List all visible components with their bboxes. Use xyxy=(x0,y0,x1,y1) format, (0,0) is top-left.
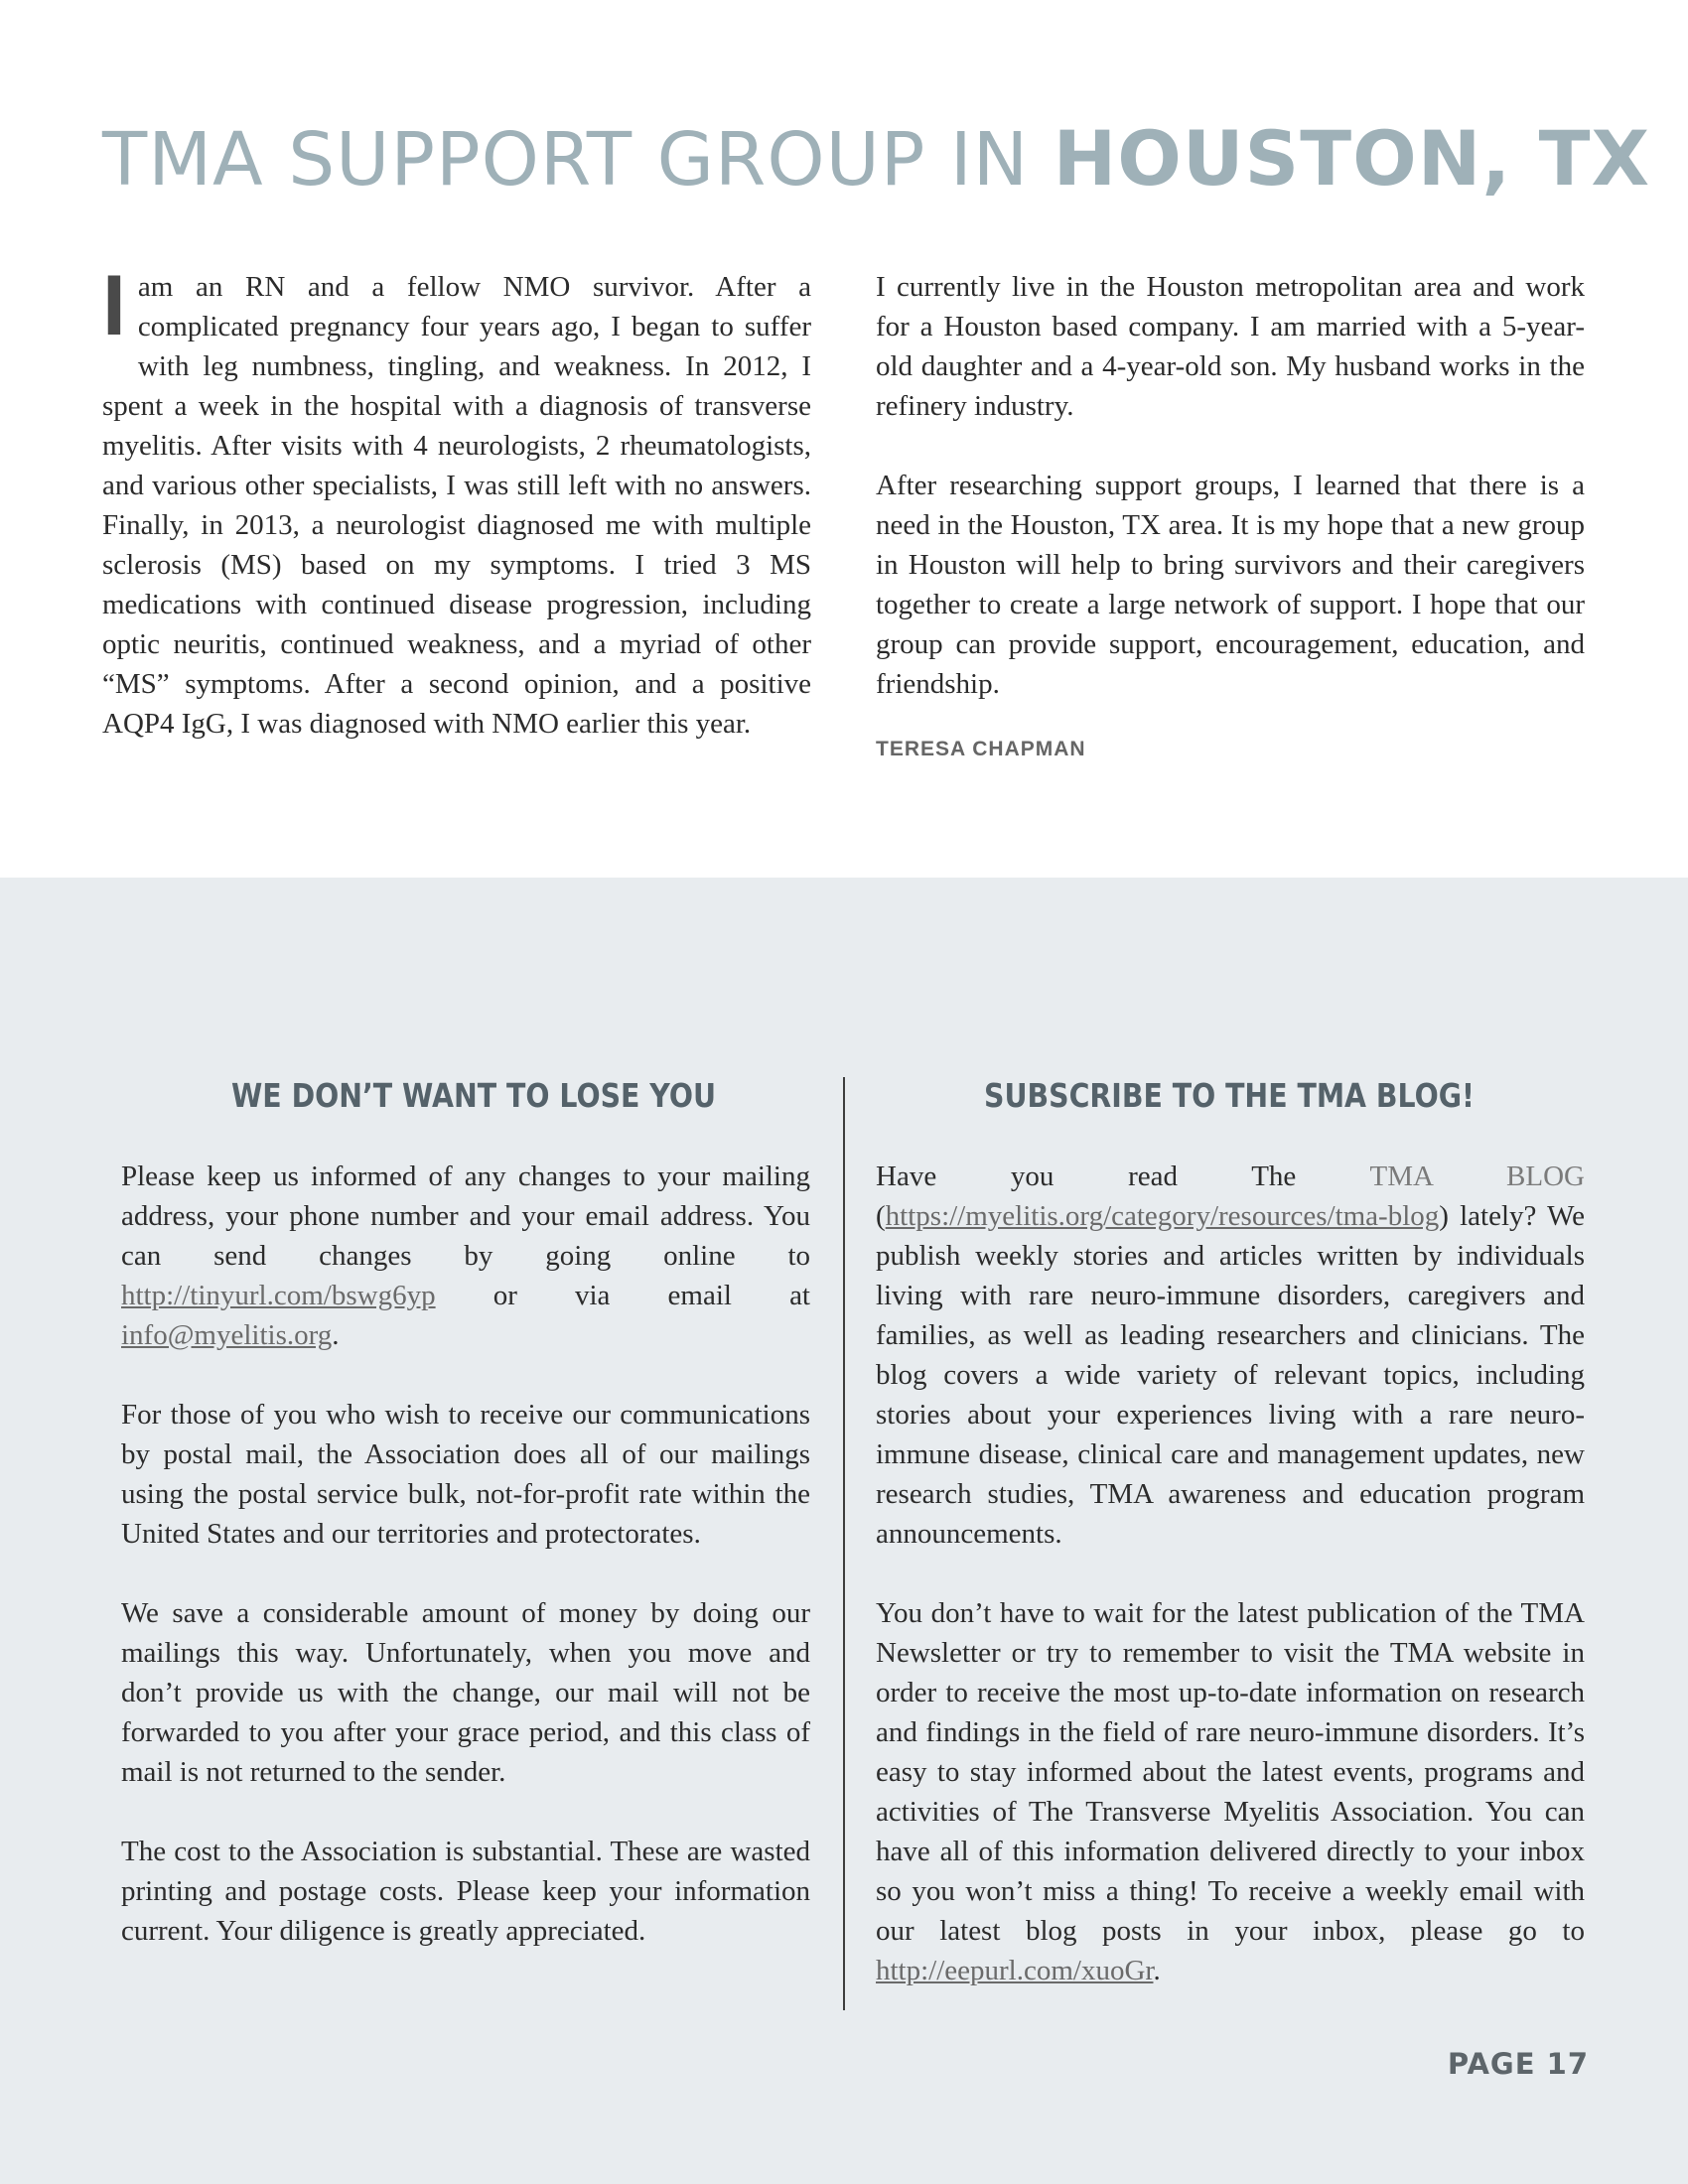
subscribe-paragraph-1 xyxy=(876,1157,1585,1554)
subscribe-section xyxy=(876,1157,1585,1990)
page-title xyxy=(102,111,1651,207)
tma-blog-name: TMA BLOG xyxy=(1369,1160,1586,1192)
author-signature: TERESA CHAPMAN xyxy=(876,738,1086,760)
subscribe-p1-text: Have you read The xyxy=(876,1160,1370,1192)
eepurl-link[interactable]: http://eepurl.com/xuoGr xyxy=(876,1955,1154,1986)
subscribe-p2-text: You don’t have to wait for the latest publication of the TMA Newsletter or try to remember to visit the TMA website in order to receive the most up-to-date information on research and findings in the field of rare neuro-immune disorders. It’s easy to stay informed about the latest events, programs and activities of The Transverse Myelitis Association. You can have all of this information delivered directly to your inbox so you won’t miss a thing! To receive a weekly email with our latest blog posts in your inbox, please go to xyxy=(876,1597,1585,1947)
article-paragraph-1 xyxy=(102,258,811,744)
page-number: PAGE 17 xyxy=(1447,2047,1589,2081)
subscribe-p2-end: . xyxy=(1153,1955,1161,1986)
lose-you-paragraph-1 xyxy=(121,1157,810,1355)
subscribe-p1-open: ( xyxy=(876,1200,886,1232)
blog-link[interactable]: https://myelitis.org/category/resources/tma-blog xyxy=(885,1200,1440,1232)
subscribe-p1-end: ) lately? We publish weekly stories and articles written by individuals living with rare neuro-immune disorders, caregivers and families, as well as leading researchers and clinicians. The blog covers a wide variety of relevant topics, including stories about your experiences living with a rare neuro-immune disease, clinical care and management updates, new research studies, TMA awareness and education program announcements. xyxy=(876,1200,1585,1550)
column-divider xyxy=(843,1077,845,2010)
lose-you-section xyxy=(121,1157,810,1951)
article-paragraph-3: After researching support groups, I learned that there is a need in the Houston, TX area. It is my hope that a new group in Houston will help to bring survivors and their caregivers together to create a large network of support. I hope that our group can provide support, encouragement, education, and friendship. xyxy=(876,470,1585,700)
lose-you-p1-end: . xyxy=(332,1319,340,1351)
subscribe-heading: SUBSCRIBE TO THE TMA BLOG! xyxy=(984,1076,1475,1115)
drop-cap: I xyxy=(102,258,126,353)
subscribe-paragraph-2 xyxy=(876,1593,1585,1990)
article-paragraph-2: I currently live in the Houston metropolitan area and work for a Houston based company. I am married with a 5-year-old daughter and a 4-year-old son. My husband works in the refinery industry. xyxy=(876,271,1585,422)
lose-you-heading: WE DON’T WANT TO LOSE YOU xyxy=(231,1076,716,1115)
tinyurl-link[interactable]: http://tinyurl.com/bswg6yp xyxy=(121,1280,436,1311)
article-paragraph-1-text: am an RN and a fellow NMO survivor. After a complicated pregnancy four years ago, I began to suffer with leg numbness, tingling, and weakness. In 2012, I spent a week in the hospital with a diagnosis of transverse myelitis. After visits with 4 neurologists, 2 rheumatologists, and various other specialists, I was still left with no answers. Finally, in 2013, a neurologist diagnosed me with multiple sclerosis (MS) based on my symptoms. I tried 3 MS medications with continued disease progression, including optic neuritis, continued weakness, and a myriad of other “MS” symptoms. After a second opinion, and a positive AQP4 IgG, I was diagnosed with NMO earlier this year. xyxy=(102,271,811,740)
lose-you-paragraph-2: For those of you who wish to receive our communications by postal mail, the Association does all of our mailings using the postal service bulk, not-for-profit rate within the United States and our territories and protectorates. xyxy=(121,1399,810,1550)
article-right-column xyxy=(876,267,1585,769)
lose-you-p1-text: Please keep us informed of any changes to your mailing address, your phone number and your email address. You can send changes by going online to xyxy=(121,1160,810,1272)
lose-you-p1-middle: or via email at xyxy=(435,1280,810,1311)
article-left-column xyxy=(102,258,811,744)
page-title-bold: HOUSTON, TX xyxy=(1053,114,1651,203)
lose-you-paragraph-3: We save a considerable amount of money by doing our mailings this way. Unfortunately, when you move and don’t provide us with the change, our mail will not be forwarded to you after your grace period, and this class of mail is not returned to the sender. xyxy=(121,1597,810,1788)
lose-you-paragraph-4: The cost to the Association is substantial. These are wasted printing and postage costs. Please keep your information current. Your diligence is greatly appreciated. xyxy=(121,1836,810,1947)
page-title-light: TMA SUPPORT GROUP IN xyxy=(102,117,1054,203)
email-link[interactable]: info@myelitis.org xyxy=(121,1319,333,1351)
